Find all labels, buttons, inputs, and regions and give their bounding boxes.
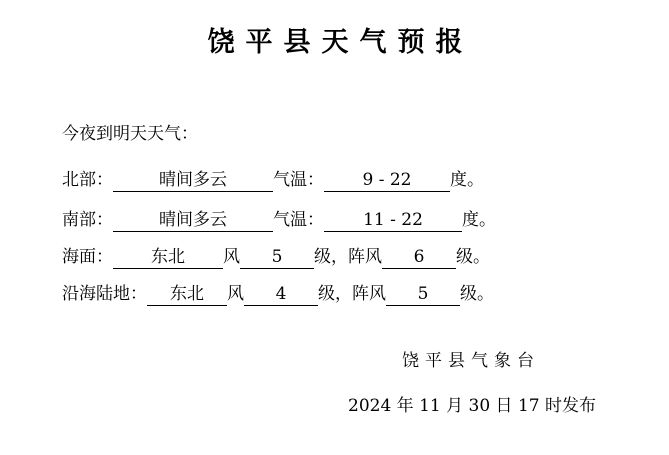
south-temp-unit: 度。 [462, 210, 496, 230]
south-weather: 晴间多云 [113, 210, 273, 232]
sea-end-word: 级。 [456, 247, 490, 267]
north-forecast-row [62, 168, 484, 192]
south-temperature: 11 - 22 [324, 210, 462, 232]
south-forecast-row [62, 208, 496, 232]
north-temperature: 9 - 22 [324, 170, 450, 192]
issuing-agency: 饶平县气象台 [402, 351, 540, 371]
north-temp-unit: 度。 [450, 170, 484, 190]
coast-wind-word: 风 [227, 284, 244, 304]
sea-label: 海面： [62, 247, 113, 267]
sea-forecast-row [62, 245, 490, 269]
sea-wind-level: 5 [240, 247, 314, 269]
north-weather: 晴间多云 [113, 170, 273, 192]
sea-gust-level: 6 [382, 247, 456, 269]
coast-gust-word: 级，阵风 [318, 284, 386, 304]
coast-label: 沿海陆地： [62, 284, 147, 304]
south-label: 南部： [62, 210, 113, 230]
coast-wind-level: 4 [244, 284, 318, 306]
coast-end-word: 级。 [460, 284, 494, 304]
coast-gust-level: 5 [386, 284, 460, 306]
north-temp-label: 气温： [273, 170, 324, 190]
coast-forecast-row [62, 282, 494, 306]
coast-wind-direction: 东北 [147, 284, 227, 306]
south-temp-label: 气温： [273, 210, 324, 230]
sea-gust-word: 级，阵风 [314, 247, 382, 267]
forecast-intro: 今夜到明天天气： [62, 124, 198, 144]
north-label: 北部： [62, 170, 113, 190]
sea-wind-direction: 东北 [113, 247, 223, 269]
document-title: 饶平县天气预报 [207, 27, 474, 58]
sea-wind-word: 风 [223, 247, 240, 267]
issue-date: 2024 年 11 月 30 日 17 时发布 [348, 396, 596, 416]
